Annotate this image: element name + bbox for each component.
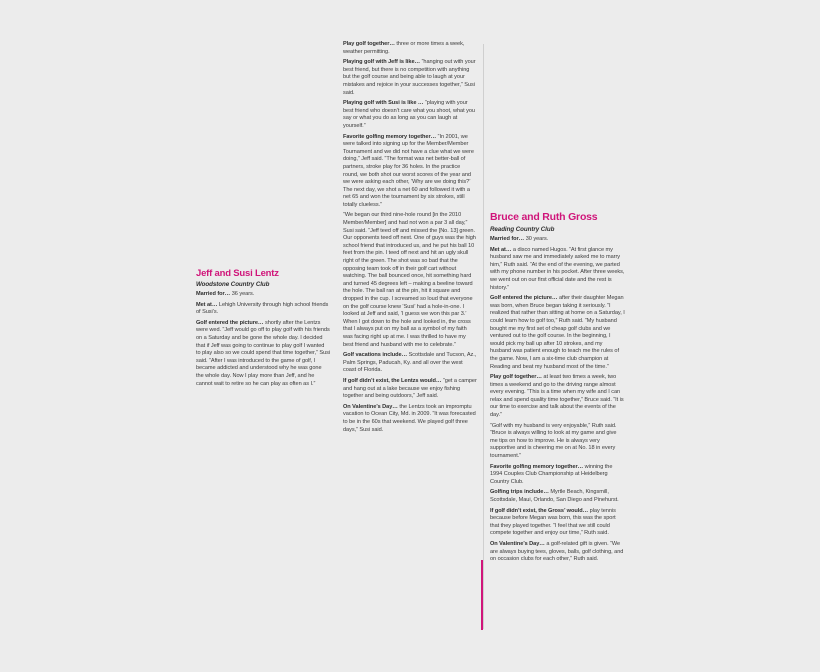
couple-heading: Jeff and Susi Lentz <box>196 268 279 279</box>
paragraph-valentine: On Valentine’s Day… the Lentzs took an impromptu vacation to Ocean City, Md. in 2009. “It was forecasted to be in the 60s that weekend. We played golf three days,” Susi said. <box>343 403 476 433</box>
paragraph-memory: Favorite golfing memory together… winning the 1994 Couples Club Championship at Heidelberg Country Club. <box>490 463 613 485</box>
article-jeff-susi <box>196 268 330 391</box>
paragraph-together: Play golf together… three or more times a week, weather permitting. <box>343 41 465 55</box>
club-name: Reading Country Club <box>490 226 555 233</box>
paragraph-memory-2: “We began our third nine-hole round [in the 2010 Member/Member] and had not won a par 3 all day,” Susi said. “Jeff teed off and missed the [No. 13] green. Our opponents teed off next. One of guys was the high school friend that introduced us, and he put his ball 10 feet from the pin. I teed off next and hit an ugly skull right of the green. The shot was so bad that the opposing team took off in their golf cart without watching. The ball bounced once, hit something hard and turned 45 degrees left – making a beeline toward the hole. The ball ran at the pin, hit it square and dropped in the cup. I screamed so loud that everyone on the golf course knew ‘Susi’ had a hole-in-one. I looked at Jeff and said, ‘I guess we won this par 3.’ When I got down to the hole and looked in, the cross that I always put on my ball as a symbol of my faith was facing right up at me. I was thrilled to have my best friend and husband with me to celebrate.” <box>343 212 476 348</box>
couple-heading: Bruce and Ruth Gross <box>490 211 598 223</box>
paragraph-vacations: Golf vacations include… Scottsdale and Tucson, Az., Palm Springs, Paducah, Ky. and all over the west coast of Florida. <box>343 352 477 374</box>
paragraph-exist: If golf didn’t exist, the Gross’ would… play tennis because before Megan was born, this was the sport that they played together. “I feel that we still could compete together and enjoy our time,” Ruth said. <box>490 507 616 537</box>
paragraph-with-jeff: Playing golf with Jeff is like… “hanging out with your best friend, but there is no competition with anything but the golf course and being able to laugh at your mistakes and rejoice in your successes together,” Susi said. <box>343 59 476 96</box>
article-continued <box>343 41 477 437</box>
paragraph-exist: If golf didn’t exist, the Lentzs would… “get a camper and hang out at a lake because we enjoy fishing together and being outdoors,” Jeff said. <box>343 377 477 400</box>
paragraph-married: Married for… 36 years. <box>196 291 255 297</box>
paragraph-memory: Favorite golfing memory together… “In 2001, we were talked into signing up for the Member/Member Tournament and we did not have a clue what we were doing,” Jeff said. “The format was net better-ball of partners, stroke play for 36 holes. In the practice round, we both shot our worst scores of the year and we were asking each other, ‘Why are we doing this?’ The next day, we shot a net 60 and followed it with a net 65 and won the tournament by six strokes, still totally clueless.” <box>343 133 474 208</box>
paragraph-entered: Golf entered the picture… shortly after the Lentzs were wed. “Jeff would go off to play golf with his friends on a Saturday and be gone the whole day. I decided that if Jeff was going to continue to play golf I wanted to play also so we could spend that time together,” Susi said. “After I was introduced to the game of golf, I became addicted and understood why he was gone the whole day. Now I play more than Jeff, and he cannot wait to retire so he can play as often as I.” <box>196 319 331 387</box>
paragraph-met: Met at… a disco named Hugos. “At first glance my husband saw me and immediately asked me to marry him,” Ruth said. “At the end of the evening, we parted with my phone number in his pocket. After three weeks, we went out on our first official date and the rest is history.” <box>490 246 625 291</box>
paragraph-together: Play golf together… at least two times a week, two times a weekend and go to the driving range almost every evening. “This is a time when my wife and I can relax and spend quality time together,” Bruce said. “It is our time to exercise and talk about the events of the day.” <box>490 374 624 419</box>
column-divider <box>483 44 484 629</box>
accent-rule <box>481 560 483 630</box>
paragraph-trips: Golfing trips include… Myrtle Beach, Kingsmill, Scottsdale, Maui, Orlando, San Diego and Pinehurst. <box>490 489 619 503</box>
article-bruce-ruth <box>490 211 625 567</box>
paragraph-entered: Golf entered the picture… after their daughter Megan was born, when Bruce began taking it seriously. “I realized that rather than sitting at home on a Saturday, I could learn how to golf too,” Ruth said. “My husband bought me my first set of cheap golf clubs and we ventured out to the golf course. In the beginning, I would pick my ball up after 10 strokes, and my husband was patient enough to teach me the rules of the game. Now, I am a six-time club champion at Reading and beat my husband most of the time.” <box>490 295 625 370</box>
paragraph-valentine: On Valentine’s Day… a golf-related gift is given. “We are always buying tees, gloves, balls, golf clothing, and on occasion clubs for each other,” Ruth said. <box>490 540 624 563</box>
club-name: Woodstone Country Club <box>196 281 270 288</box>
paragraph-met: Met at… Lehigh University through high school friends of Susi’s. <box>196 301 329 316</box>
paragraph-married: Married for… 30 years. <box>490 236 549 242</box>
paragraph-with-susi: Playing golf with Susi is like … “playing with your best friend who doesn’t care what you shoot, what you say or what you do as long as you can laugh at yourself.” <box>343 100 475 129</box>
paragraph-quote: “Golf with my husband is very enjoyable,” Ruth said. “Bruce is always willing to look at my game and give me tips on how to improve. He is always very supportive and is cheering me on at No. 18 in every tournament.” <box>490 422 617 460</box>
